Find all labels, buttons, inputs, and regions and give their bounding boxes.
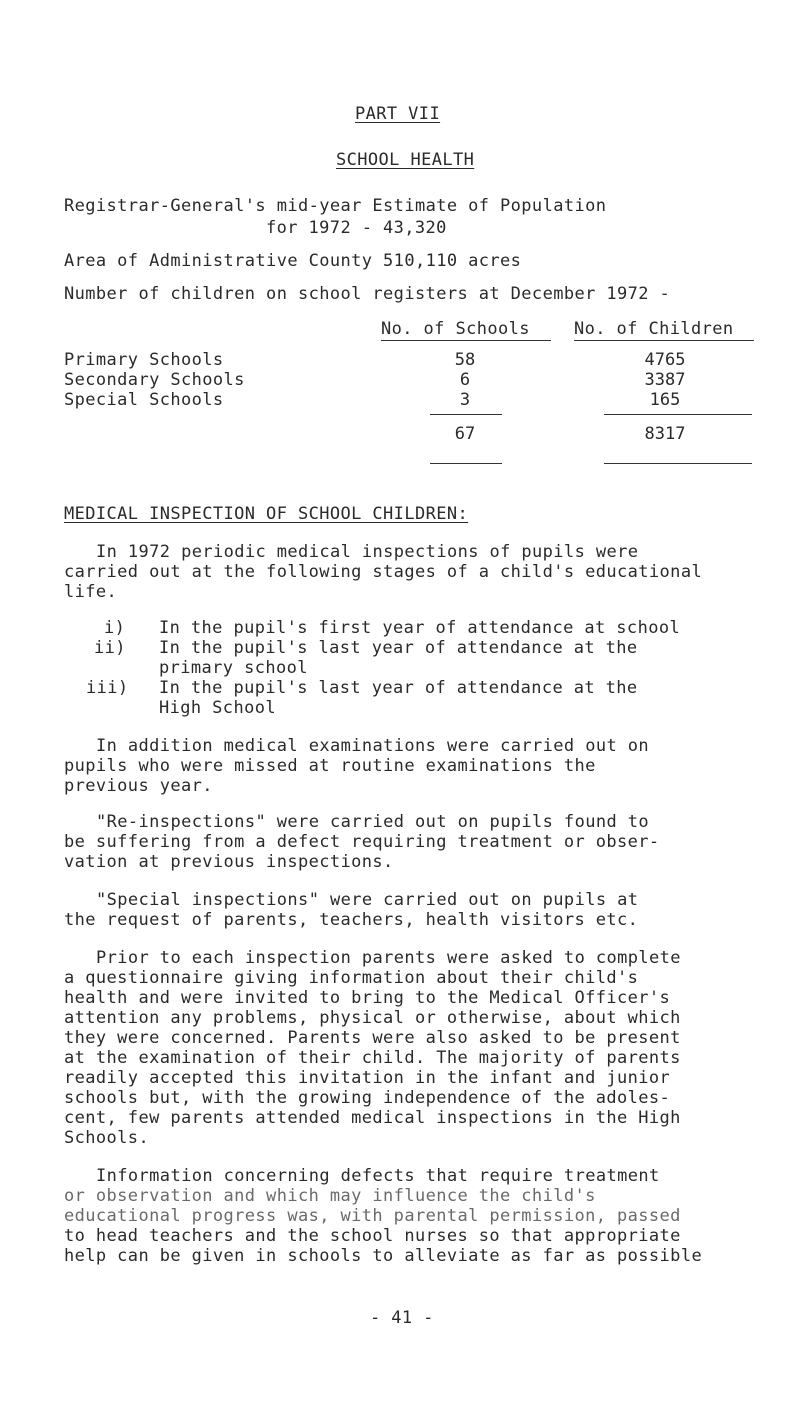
stage-number: ii) xyxy=(94,638,126,658)
row-children-count: 4765 xyxy=(644,350,686,370)
reinspections-line: vation at previous inspections. xyxy=(64,852,394,872)
reinspections-line: be suffering from a defect requiring treatment or obser- xyxy=(64,832,660,852)
col-header-children: No. of Children xyxy=(574,319,734,339)
special-line: the request of parents, teachers, health visitors etc. xyxy=(64,910,639,930)
subtotal-rule-children xyxy=(604,414,752,415)
stage-text: In the pupil's last year of attendance at the xyxy=(159,678,638,698)
row-label: Special Schools xyxy=(64,390,224,410)
population-estimate-line1: Registrar-General's mid-year Estimate of Population xyxy=(64,196,607,216)
population-estimate-line2: for 1972 - 43,320 xyxy=(266,218,447,238)
information-line: Information concerning defects that require treatment xyxy=(96,1166,660,1186)
prior-line: attention any problems, physical or otherwise, about which xyxy=(64,1008,681,1028)
prior-line: cent, few parents attended medical inspections in the High xyxy=(64,1108,681,1128)
stage-text: In the pupil's first year of attendance at school xyxy=(159,618,681,638)
row-label: Primary Schools xyxy=(64,350,224,370)
prior-line: Schools. xyxy=(64,1128,150,1148)
row-schools-count: 6 xyxy=(459,370,471,390)
row-schools-count: 3 xyxy=(459,390,471,410)
row-children-count: 165 xyxy=(649,390,681,410)
medical-heading: MEDICAL INSPECTION OF SCHOOL CHILDREN: xyxy=(64,504,469,524)
addition-line: pupils who were missed at routine examinations the xyxy=(64,756,596,776)
addition-line: previous year. xyxy=(64,776,213,796)
total-schools: 67 xyxy=(454,424,476,444)
prior-line: schools but, with the growing independence of the adoles- xyxy=(64,1088,671,1108)
total-rule-schools xyxy=(430,463,502,464)
total-rule-children xyxy=(604,463,752,464)
children-intro-line: Number of children on school registers at December 1972 - xyxy=(64,284,671,304)
header-underline-children xyxy=(574,340,754,341)
area-line: Area of Administrative County 510,110 acres xyxy=(64,251,522,271)
special-line: "Special inspections" were carried out on pupils at xyxy=(96,890,639,910)
stage-number: i) xyxy=(104,618,126,638)
intro-line: In 1972 periodic medical inspections of pupils were xyxy=(96,542,639,562)
intro-line: life. xyxy=(64,582,118,602)
information-line: to head teachers and the school nurses so that appropriate xyxy=(64,1226,681,1246)
reinspections-line: "Re-inspections" were carried out on pupils found to xyxy=(96,812,650,832)
stage-text: primary school xyxy=(159,658,308,678)
col-header-schools: No. of Schools xyxy=(381,319,530,339)
prior-line: health and were invited to bring to the Medical Officer's xyxy=(64,988,671,1008)
information-line: help can be given in schools to alleviate as far as possible xyxy=(64,1246,703,1266)
prior-line: they were concerned. Parents were also asked to be present xyxy=(64,1028,681,1048)
part-heading: PART VII xyxy=(355,104,441,124)
prior-line: readily accepted this invitation in the infant and junior xyxy=(64,1068,671,1088)
information-line: or observation and which may influence the child's xyxy=(64,1186,596,1206)
stage-text: High School xyxy=(159,698,276,718)
section-heading: SCHOOL HEALTH xyxy=(336,150,475,170)
stage-number: iii) xyxy=(86,678,129,698)
page-number: - 41 - xyxy=(370,1308,434,1328)
header-underline-schools xyxy=(381,340,551,341)
row-children-count: 3387 xyxy=(644,370,686,390)
subtotal-rule-schools xyxy=(430,414,502,415)
row-schools-count: 58 xyxy=(454,350,476,370)
prior-line: a questionnaire giving information about their child's xyxy=(64,968,639,988)
prior-line: Prior to each inspection parents were asked to complete xyxy=(96,948,681,968)
prior-line: at the examination of their child. The majority of parents xyxy=(64,1048,681,1068)
total-children: 8317 xyxy=(644,424,686,444)
stage-text: In the pupil's last year of attendance at the xyxy=(159,638,638,658)
information-line: educational progress was, with parental permission, passed xyxy=(64,1206,681,1226)
addition-line: In addition medical examinations were carried out on xyxy=(96,736,650,756)
intro-line: carried out at the following stages of a child's educational xyxy=(64,562,703,582)
row-label: Secondary Schools xyxy=(64,370,245,390)
